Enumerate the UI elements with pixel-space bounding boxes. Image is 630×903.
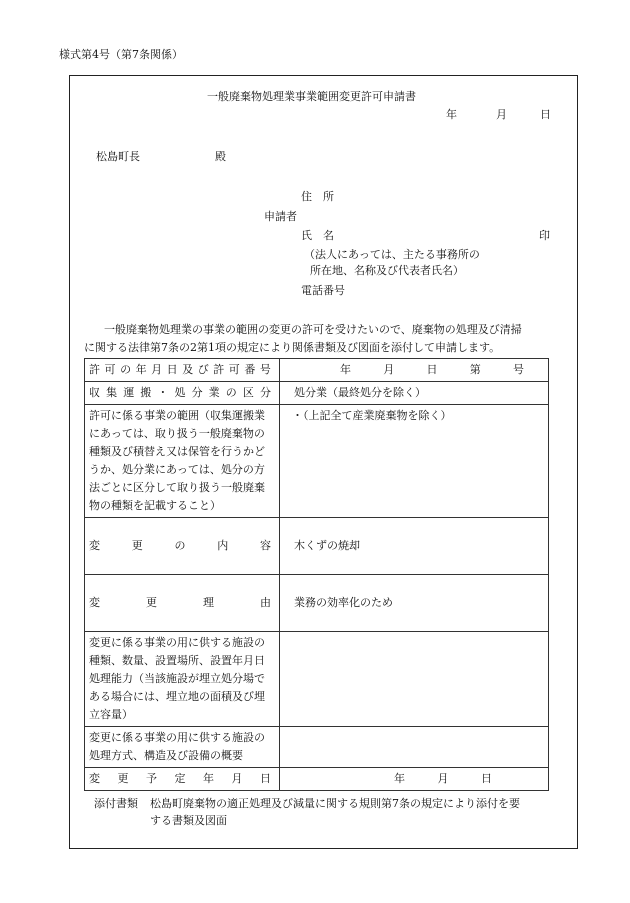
label-char: ・ (157, 386, 169, 399)
change-content-value[interactable]: 木くずの焼却 (280, 518, 549, 575)
label-char: 月 (231, 772, 243, 785)
table-row (85, 575, 549, 632)
label-char: 運 (123, 386, 135, 399)
label-line: ある場合には、埋立地の面積及び埋 (89, 690, 265, 703)
label-char: 処 (174, 386, 186, 399)
label-char: 番 (244, 363, 256, 376)
value-char: 月 (383, 363, 395, 376)
date-year: 年 (446, 108, 457, 121)
date-day: 日 (540, 108, 551, 121)
applicant-label: 申請者 (264, 210, 297, 223)
table-row (85, 382, 549, 405)
label-line: うか、処分業にあっては、処分の方 (89, 463, 265, 476)
attachments-text-2: する書類及図面 (150, 814, 227, 827)
change-reason-label (85, 575, 280, 632)
applicant-note-1: （法人にあっては、主たる事務所の (304, 248, 480, 261)
facility-type-label (85, 632, 280, 727)
label-char: 収 (89, 386, 100, 399)
label-char: 容 (260, 539, 271, 552)
value-char: 第 (469, 363, 481, 376)
table-row (85, 727, 549, 768)
addressee-honorific: 殿 (215, 150, 226, 163)
address-label: 住 所 (301, 190, 334, 203)
label-char: 分 (259, 386, 271, 399)
label-char: 由 (260, 596, 271, 609)
label-char: 業 (208, 386, 220, 399)
addressee-name: 松島町長 (96, 150, 140, 163)
form-number: 様式第4号（第7条関係） (59, 48, 183, 61)
label-char: 日 (260, 772, 271, 785)
label-char: 内 (217, 539, 229, 552)
change-content-label (85, 518, 280, 575)
label-char: 可 (104, 363, 116, 376)
facility-type-value[interactable] (280, 632, 549, 727)
label-char: 更 (131, 539, 143, 552)
label-char: 予 (146, 772, 157, 785)
seal-mark: 印 (539, 229, 550, 242)
label-char: 日 (166, 363, 178, 376)
scheduled-date-value[interactable] (280, 768, 549, 791)
label-line: 処理方式、構造及び設備の概要 (89, 749, 243, 762)
business-scope-label (85, 405, 280, 518)
permit-date-number-label (85, 359, 280, 382)
body-text-1: 一般廃棄物処理業の事業の範囲の変更の許可を受けたいので、廃棄物の処理及び清掃 (104, 323, 522, 336)
label-char: 及 (182, 363, 194, 376)
permit-date-number-value[interactable] (280, 359, 549, 382)
value-char: 月 (437, 772, 449, 785)
attachments-label: 添付書類 (94, 797, 138, 810)
value-char: 年 (340, 363, 351, 376)
table-row (85, 359, 549, 382)
label-char: 号 (259, 363, 271, 376)
label-line: 変更に係る事業の用に供する施設の (89, 731, 265, 744)
label-char: 許 (89, 363, 100, 376)
label-char: 可 (228, 363, 240, 376)
label-char: 月 (151, 363, 163, 376)
label-char: 変 (89, 772, 100, 785)
label-char: び (197, 363, 209, 376)
table-row (85, 518, 549, 575)
business-scope-value[interactable]: ・（上記全て産業廃棄物を除く） (280, 405, 549, 518)
label-char: 集 (106, 386, 118, 399)
scheduled-date-label (85, 768, 280, 791)
label-line: 法ごとに区分して取り扱う一般廃棄 (89, 481, 265, 494)
business-type-label (85, 382, 280, 405)
label-line: 許可に係る事業の範囲（収集運搬業 (89, 409, 265, 422)
label-char: 変 (89, 596, 100, 609)
table-row (85, 768, 549, 791)
label-char: 理 (203, 596, 214, 609)
name-label: 氏 名 (301, 229, 334, 242)
change-reason-value[interactable]: 業務の効率化のため (280, 575, 549, 632)
label-line: 変更に係る事業の用に供する施設の (89, 636, 265, 649)
label-char: 年 (135, 363, 147, 376)
body-text-2: に関する法律第7条の2第1項の規定により関係書類及び図面を添付して申請します。 (84, 341, 501, 354)
label-char: 更 (146, 596, 157, 609)
label-char: 定 (174, 772, 186, 785)
label-char: 更 (117, 772, 129, 785)
business-type-value[interactable]: 処分業（最終処分を除く） (280, 382, 549, 405)
label-line: 立容量） (89, 708, 133, 721)
value-char: 日 (426, 363, 438, 376)
application-table (84, 358, 549, 791)
label-char: の (225, 386, 237, 399)
label-line: 物の種類を記載すること） (89, 499, 221, 512)
label-char: の (174, 539, 186, 552)
label-char: 許 (213, 363, 225, 376)
facility-method-label (85, 727, 280, 768)
date-month: 月 (496, 108, 507, 121)
applicant-note-2: 所在地、名称及び代表者氏名） (310, 264, 464, 277)
form-title: 一般廃棄物処理業事業範囲変更許可申請書 (207, 90, 416, 103)
label-char: 年 (203, 772, 214, 785)
label-line: 処理能力（当該施設が埋立処分場で (89, 672, 265, 685)
label-char: 搬 (140, 386, 152, 399)
label-line: 種類及び積替え又は保管を行うかど (89, 445, 265, 458)
label-char: の (120, 363, 132, 376)
facility-method-value[interactable] (280, 727, 549, 768)
phone-label: 電話番号 (301, 284, 345, 297)
label-char: 区 (242, 386, 254, 399)
label-line: にあっては、取り扱う一般廃棄物の (89, 427, 265, 440)
label-char: 分 (191, 386, 203, 399)
value-char: 日 (481, 772, 492, 785)
value-char: 号 (513, 363, 524, 376)
value-char: 年 (394, 772, 405, 785)
label-char: 変 (89, 539, 100, 552)
attachments-text-1: 松島町廃棄物の適正処理及び減量に関する規則第7条の規定により添付を要 (150, 797, 520, 810)
table-row (85, 405, 549, 518)
table-row (85, 632, 549, 727)
label-line: 種類、数量、設置場所、設置年月日 (89, 654, 265, 667)
